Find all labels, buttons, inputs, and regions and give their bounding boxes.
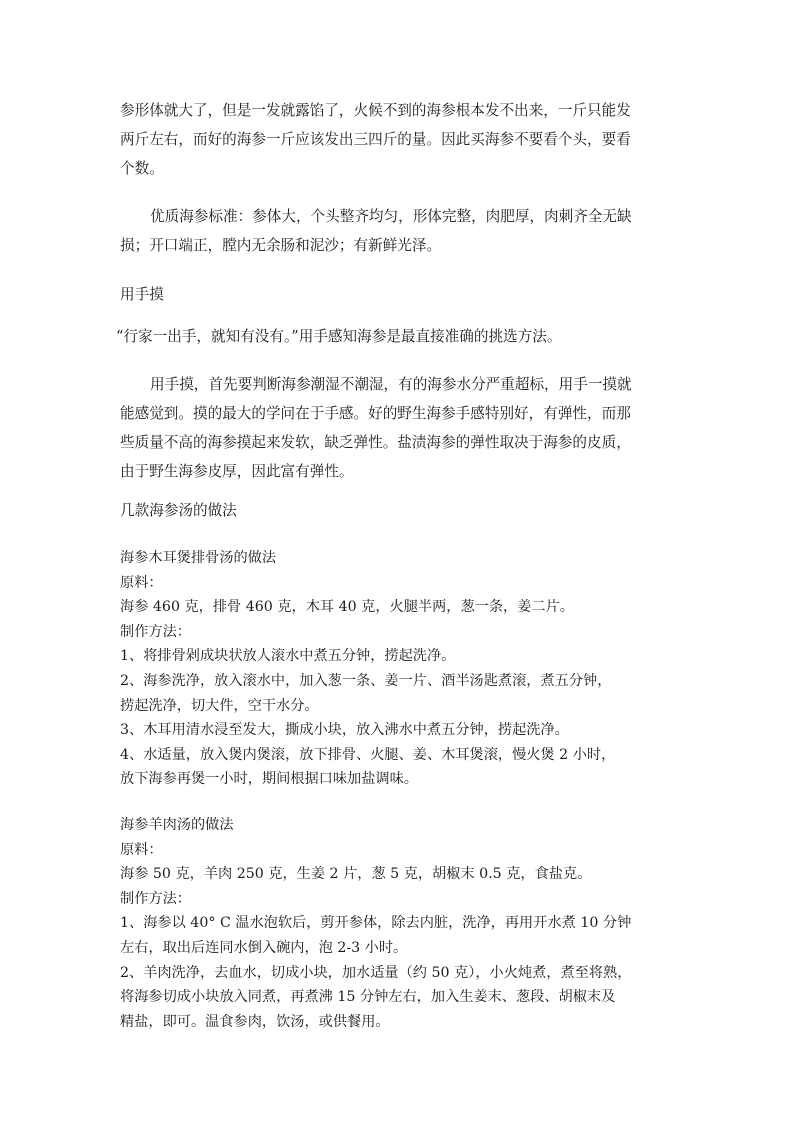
intro-line: 参形体就大了，但是一发就露馅了，火候不到的海参根本发不出来，一斤只能发 xyxy=(120,102,631,119)
recipe-line: 2、海参洗净，放入滚水中，加入葱一条、姜一片、酒半汤匙煮滚，煮五分钟， xyxy=(120,672,612,689)
intro-line: 个数。 xyxy=(120,160,164,177)
recipe-line: 原料： xyxy=(120,841,163,858)
section-heading-touch: 用手摸 xyxy=(120,286,164,303)
standard-line: 损；开口端正，膛内无余肠和泥沙；有新鲜光泽。 xyxy=(120,237,442,254)
recipe-line: 海参 460 克，排骨 460 克，木耳 40 克，火腿半两，葱一条，姜二片。 xyxy=(120,599,574,616)
section-heading-soups: 几款海参汤的做法 xyxy=(120,502,237,519)
recipe-line: 捞起洗净，切大件，空干水分。 xyxy=(120,697,319,714)
touch-line: 些质量不高的海参摸起来发软，缺乏弹性。盐渍海参的弹性取决于海参的皮质， xyxy=(120,434,631,451)
recipe-seacucumber-mutton xyxy=(120,813,680,1034)
touch-paragraph xyxy=(120,370,680,486)
recipe-line: 原料： xyxy=(120,574,163,591)
quality-standard-paragraph xyxy=(120,202,680,260)
intro-line: 两斤左右，而好的海参一斤应该发出三四斤的量。因此买海参不要看个头，要看 xyxy=(120,131,631,148)
recipe-line: 制作方法： xyxy=(120,890,191,907)
recipe-line: 制作方法： xyxy=(120,623,191,640)
recipe-line: 3、木耳用清水浸至发大，撕成小块，放入沸水中煮五分钟，捞起洗净。 xyxy=(120,722,569,739)
recipe-line: 1、将排骨剁成块状放人滚水中煮五分钟，捞起洗净。 xyxy=(120,648,456,665)
recipe-line: 海参 50 克，羊肉 250 克，生姜 2 片，葱 5 克，胡椒末 0.5 克，食盐克。 xyxy=(120,866,592,883)
intro-paragraph xyxy=(120,96,680,183)
recipe-seacucumber-ribs xyxy=(120,546,680,792)
recipe-line: 将海参切成小块放入同煮，再煮沸 15 分钟左右，加入生姜末、葱段、胡椒末及 xyxy=(120,989,616,1006)
standard-line: 优质海参标准：参体大，个头整齐均匀，形体完整，肉肥厚，肉刺齐全无缺 xyxy=(150,208,632,225)
recipe-line: 放下海参再煲一小时，期间根据口味加盐调味。 xyxy=(120,771,418,788)
recipe-title: 海参木耳煲排骨汤的做法 xyxy=(120,550,277,566)
touch-line: 由于野生海参皮厚，因此富有弹性。 xyxy=(120,463,354,480)
recipe-line: 4、水适量，放入煲内煲滚，放下排骨、火腿、姜、木耳煲滚，慢火煲 2 小时， xyxy=(120,746,616,763)
quote-paragraph: “行家一出手，就知有没有。”用手感知海参是最直接准确的挑选方法。 xyxy=(116,328,562,345)
touch-line: 能感觉到。摸的最大的学问在于手感。好的野生海参手感特别好，有弹性，而那 xyxy=(120,405,631,422)
touch-line: 用手摸，首先要判断海参潮湿不潮湿，有的海参水分严重超标，用手一摸就 xyxy=(150,376,632,393)
recipe-line: 1、海参以 40° C 温水泡软后，剪开参体，除去内脏，洗净，再用开水煮 10 分钟 xyxy=(120,915,632,932)
recipe-line: 精盐，即可。温食参肉，饮汤，或供餐用。 xyxy=(120,1013,390,1030)
recipe-title: 海参羊肉汤的做法 xyxy=(120,817,234,833)
recipe-line: 2、羊肉洗净，去血水，切成小块，加水适量（约 50 克），小火炖煮，煮至将熟， xyxy=(120,964,632,981)
recipe-line: 左右，取出后连同水倒入碗内，泡 2-3 小时。 xyxy=(120,939,408,956)
